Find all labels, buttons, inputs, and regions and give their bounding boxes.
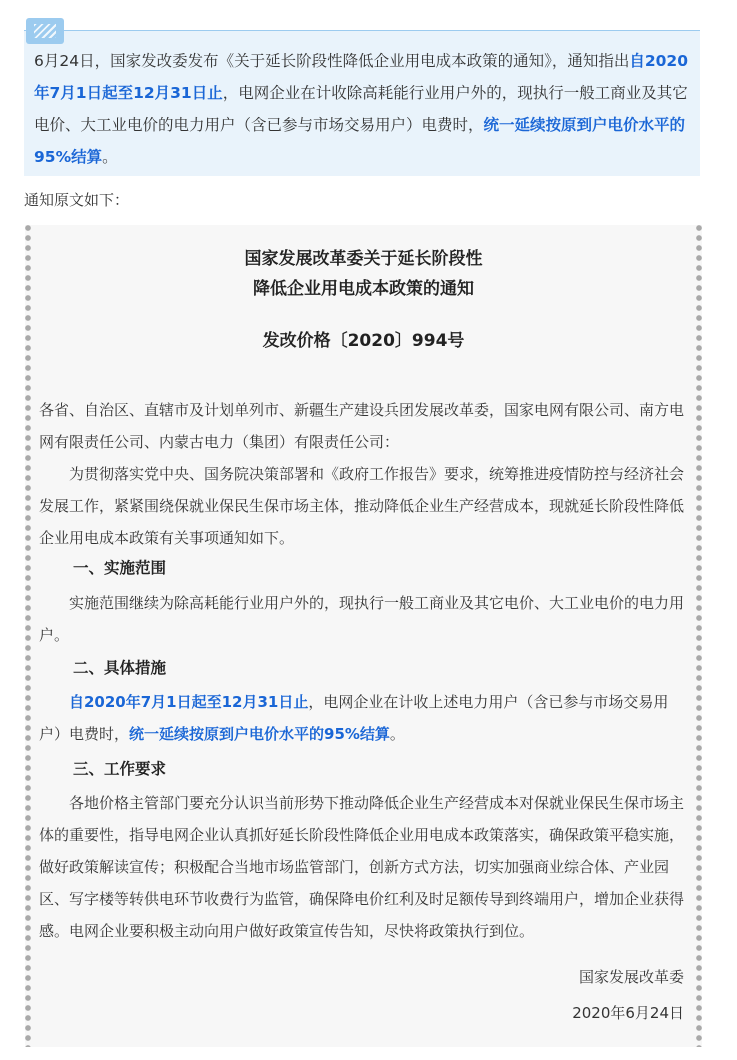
section2-body	[39, 686, 689, 750]
intro-label: 通知原文如下：	[24, 191, 130, 209]
summary-part3: 。	[102, 148, 118, 166]
summary-text	[34, 45, 694, 173]
document-title-line1: 国家发展改革委关于延长阶段性	[244, 249, 483, 269]
section2-highlight-date: 自2020年7月1日起至12月31日止	[69, 693, 309, 711]
summary-highlight-rate: 统一延续按原到户电价水平的95%结算	[34, 116, 686, 166]
section2-highlight-rate: 统一延续按原到户电价水平的95%结算	[129, 725, 390, 743]
summary-box	[24, 30, 700, 176]
section3-title: 三、工作要求	[73, 760, 167, 778]
section2-title: 二、具体措施	[73, 659, 167, 677]
section2-part2: 。	[389, 725, 405, 743]
section1-title: 一、实施范围	[73, 559, 167, 577]
signature-date: 2020年6月24日	[572, 1004, 684, 1022]
section1-body: 实施范围继续为除高耗能行业用户外的，现执行一般工商业及其它电价、大工业电价的电力用户。	[39, 594, 685, 644]
section3-body: 各地价格主管部门要充分认识当前形势下推动降低企业生产经营成本对保就业保民生保市场主体的重要性，指导电网企业认真抓好延长阶段性降低企业用电成本政策落实，确保政策平稳实施，做好政策解读宣传；积极配合当地市场监管部门，创新方式方法，切实加强商业综合体、产业园区、写字楼等转供电环节收费行为监管，确保降电价红利及时足额传导到终端用户，增加企业获得感。电网企业要积极主动向用户做好政策宣传告知，尽快将政策执行到位。	[39, 794, 685, 940]
summary-highlight-date: 自2020年7月1日起至12月31日止	[34, 52, 688, 102]
summary-tab-decoration	[26, 18, 64, 44]
signature-org: 国家发展改革委	[578, 968, 684, 986]
document-frame	[25, 225, 702, 1047]
summary-part1: 6月24日，国家发改委发布《关于延长阶段性降低企业用电成本政策的通知》，通知指出	[34, 52, 630, 70]
document-preamble: 为贯彻落实党中央、国务院决策部署和《政府工作报告》要求，统筹推进疫情防控与经济社会发展工作，紧紧围绕保就业保民生保市场主体，推动降低企业生产经营成本，现就延长阶段性降低企业用电成本政策有关事项通知如下。	[39, 465, 685, 547]
document-addressees: 各省、自治区、直辖市及计划单列市、新疆生产建设兵团发展改革委，国家电网有限公司、南方电网有限责任公司、内蒙古电力（集团）有限责任公司：	[39, 401, 685, 451]
section2-part1: ，电网企业在计收上述电力用户（含已参与市场交易用户）电费时，	[39, 693, 669, 743]
document-number: 发改价格〔2020〕994号	[262, 331, 465, 351]
summary-part2: ，电网企业在计收除高耗能行业用户外的，现执行一般工商业及其它电价、大工业电价的电力用户（含已参与市场交易用户）电费时，	[34, 84, 688, 134]
document-title-line2: 降低企业用电成本政策的通知	[253, 279, 474, 299]
stripes-icon	[34, 24, 56, 38]
